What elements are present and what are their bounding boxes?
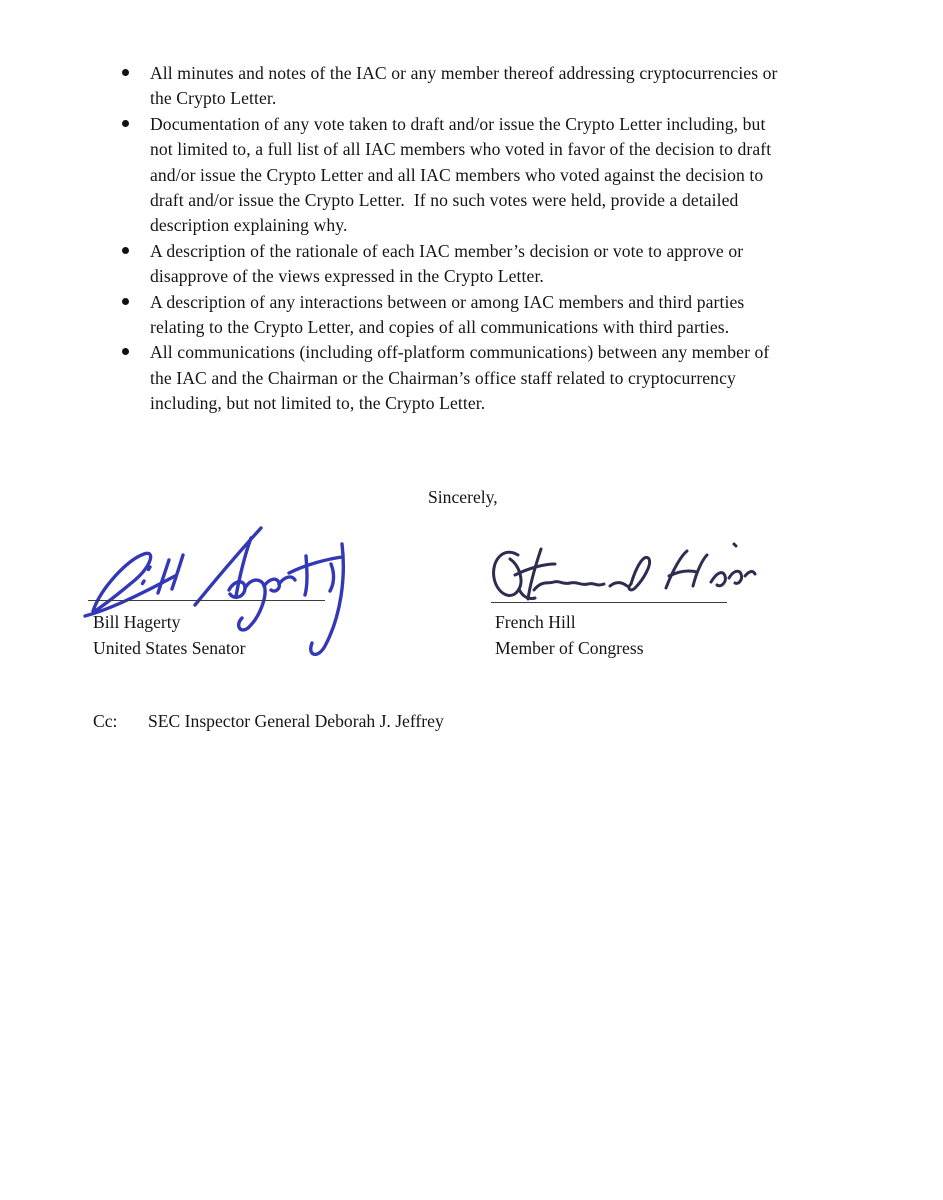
signer-name: Bill Hagerty bbox=[93, 612, 181, 632]
bullet-icon bbox=[122, 239, 150, 254]
signature-line-right bbox=[491, 602, 727, 603]
list-item bbox=[122, 340, 852, 416]
document-text-line: A description of the rationale of each IAC member’s decision or vote to approve or bbox=[150, 240, 744, 261]
bullet-icon bbox=[122, 61, 150, 76]
cc-line bbox=[93, 709, 444, 734]
document-text-line: description explaining why. bbox=[150, 215, 348, 236]
document-text-line: including, but not limited to, the Crypto Letter. bbox=[150, 393, 486, 414]
signer-title: Member of Congress bbox=[495, 638, 644, 658]
bullet-icon bbox=[122, 290, 150, 305]
signature-line-left bbox=[88, 600, 325, 601]
bullet-text bbox=[150, 112, 852, 239]
signer-name: French Hill bbox=[495, 612, 576, 632]
bullet-text bbox=[150, 290, 852, 341]
document-text-line: the Crypto Letter. bbox=[150, 88, 277, 109]
list-item bbox=[122, 61, 852, 112]
document-text-line: Documentation of any vote taken to draft and/or issue the Crypto Letter including, but bbox=[150, 113, 766, 134]
cc-recipient: SEC Inspector General Deborah J. Jeffrey bbox=[148, 711, 444, 731]
list-item bbox=[122, 290, 852, 341]
document-text-line: disapprove of the views expressed in the Crypto Letter. bbox=[150, 266, 544, 287]
document-text-line: relating to the Crypto Letter, and copies of all communications with third parties. bbox=[150, 317, 730, 338]
list-item bbox=[122, 239, 852, 290]
document-text-line: the IAC and the Chairman or the Chairman’s office staff related to cryptocurrency bbox=[150, 367, 736, 388]
document-text-line: not limited to, a full list of all IAC members who voted in favor of the decision to draft bbox=[150, 139, 772, 160]
bullet-text bbox=[150, 61, 852, 112]
signature-strokes bbox=[494, 544, 755, 599]
signer-block-right bbox=[495, 609, 644, 661]
bullet-text bbox=[150, 340, 852, 416]
bullet-icon bbox=[122, 112, 150, 127]
cc-label: Cc: bbox=[93, 711, 118, 731]
document-text-line: A description of any interactions between or among IAC members and third parties bbox=[150, 291, 745, 312]
signer-block-left bbox=[93, 609, 245, 661]
signer-title: United States Senator bbox=[93, 638, 246, 658]
list-item bbox=[122, 112, 852, 239]
document-text-line: and/or issue the Crypto Letter and all IAC members who voted against the decision to bbox=[150, 164, 764, 185]
bullet-text bbox=[150, 239, 852, 290]
request-bullet-list bbox=[122, 61, 852, 417]
signature-french-hill-ink bbox=[488, 538, 760, 618]
document-text-line: All minutes and notes of the IAC or any member thereof addressing cryptocurrencies or bbox=[150, 63, 778, 83]
document-text-line: All communications (including off-platform communications) between any member of bbox=[150, 342, 770, 363]
bullet-icon bbox=[122, 340, 150, 355]
closing-salutation: Sincerely, bbox=[428, 487, 498, 507]
document-text-line: draft and/or issue the Crypto Letter. If no such votes were held, provide a detailed bbox=[150, 190, 739, 211]
